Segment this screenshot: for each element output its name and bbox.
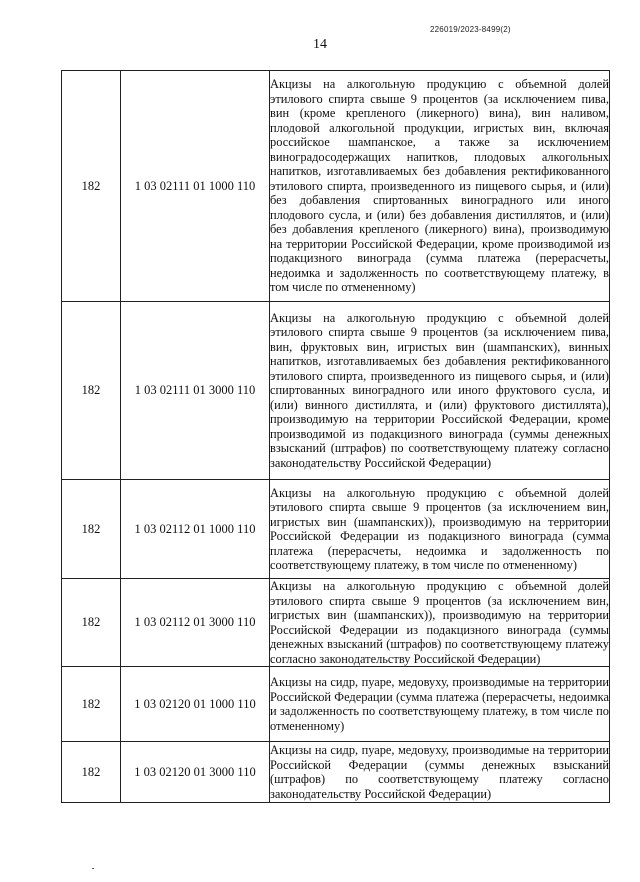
description-cell: Акцизы на сидр, пуаре, медовуху, производимые на территории Российской Федерации (сумма платежа (перерасчеты, недоимка и задолженность по соответствующему платежу, в том числе по отмененному)	[270, 667, 610, 742]
description-cell: Акцизы на сидр, пуаре, медовуху, производимые на территории Российской Федерации (суммы денежных взысканий (штрафов) по соответствующему платежу согласно законодательству Российской Федерации)	[270, 743, 609, 801]
kbk-code-cell: 1 03 02112 01 1000 110	[121, 480, 270, 579]
table-row	[62, 667, 610, 742]
admin-code-cell: 182	[62, 742, 121, 803]
description-cell: Акцизы на алкогольную продукцию с объемной долей этилового спирта свыше 9 процентов (за исключением вин, игристых вин (шампанских)), производимую на территории Российской Федерации из подакцизного винограда (сумма платежа (перерасчеты, недоимка и задолженность по соответствующему платежу, в том числе по отмененному)	[270, 480, 610, 579]
page-number: 14	[313, 37, 327, 52]
description-cell: Акцизы на алкогольную продукцию с объемной долей этилового спирта свыше 9 процентов (за исключением пива, вин, фруктовых вин, игристых вин (шампанских), винных напитков, изготавливаемых без добавления ректификованного этилового спирта, произведенного из пищевого сырья, и (или) спиртованных виноградного или иного фруктового сусла, и (или) винного дистиллята, и (или) фруктового дистиллята), производимую на территории Российской Федерации, кроме производимой из подакцизного винограда (суммы денежных взысканий (штрафов) по соответствующему платежу согласно законодательству Российской Федерации)	[270, 302, 610, 480]
document-registration-number: 226019/2023-8499(2)	[430, 25, 511, 34]
kbk-code-cell: 1 03 02111 01 1000 110	[121, 71, 270, 302]
kbk-code-cell: 1 03 02120 01 1000 110	[121, 667, 270, 742]
description-cell: Акцизы на алкогольную продукцию с объемной долей этилового спирта свыше 9 процентов (за исключением вин, игристых вин (шампанских)), производимую на территории Российской Федерации из подакцизного винограда (суммы денежных взысканий (штрафов) по соответствующему платежу согласно законодательству Российской Федерации)	[270, 579, 609, 666]
table-row	[62, 480, 610, 579]
admin-code-cell: 182	[62, 71, 121, 302]
scan-speck	[92, 868, 94, 869]
admin-code-cell: 182	[62, 480, 121, 579]
kbk-code-cell: 1 03 02112 01 3000 110	[121, 579, 270, 667]
kbk-code-cell: 1 03 02120 01 3000 110	[121, 742, 270, 803]
admin-code-cell: 182	[62, 302, 121, 480]
description-cell: Акцизы на алкогольную продукцию с объемной долей этилового спирта свыше 9 процентов (за исключением пива, вин (кроме крепленого (ликерного) вина), вин наливом, плодовой алкогольной продукции, игристых вин, включая российское шампанское, а также за исключением виноградосодержащих напитков, плодовых алкогольных напитков, изготавливаемых без добавления ректификованного этилового спирта, произведенного из пищевого сырья, и (или) без добавления спиртованных виноградного или иного плодового сусла, и (или) без добавления дистиллятов, и (или) без добавления крепленого (ликерного) вина), производимую на территории Российской Федерации, кроме производимой из подакцизного винограда (сумма платежа (перерасчеты, недоимка и задолженность по соответствующему платежу, в том числе по отмененному)	[270, 71, 610, 302]
table-row	[62, 742, 610, 803]
table-row	[62, 71, 610, 302]
admin-code-cell: 182	[62, 579, 121, 667]
kbk-code-cell: 1 03 02111 01 3000 110	[121, 302, 270, 480]
budget-codes-table	[61, 70, 610, 803]
table-row	[62, 579, 610, 667]
table-row	[62, 302, 610, 480]
admin-code-cell: 182	[62, 667, 121, 742]
